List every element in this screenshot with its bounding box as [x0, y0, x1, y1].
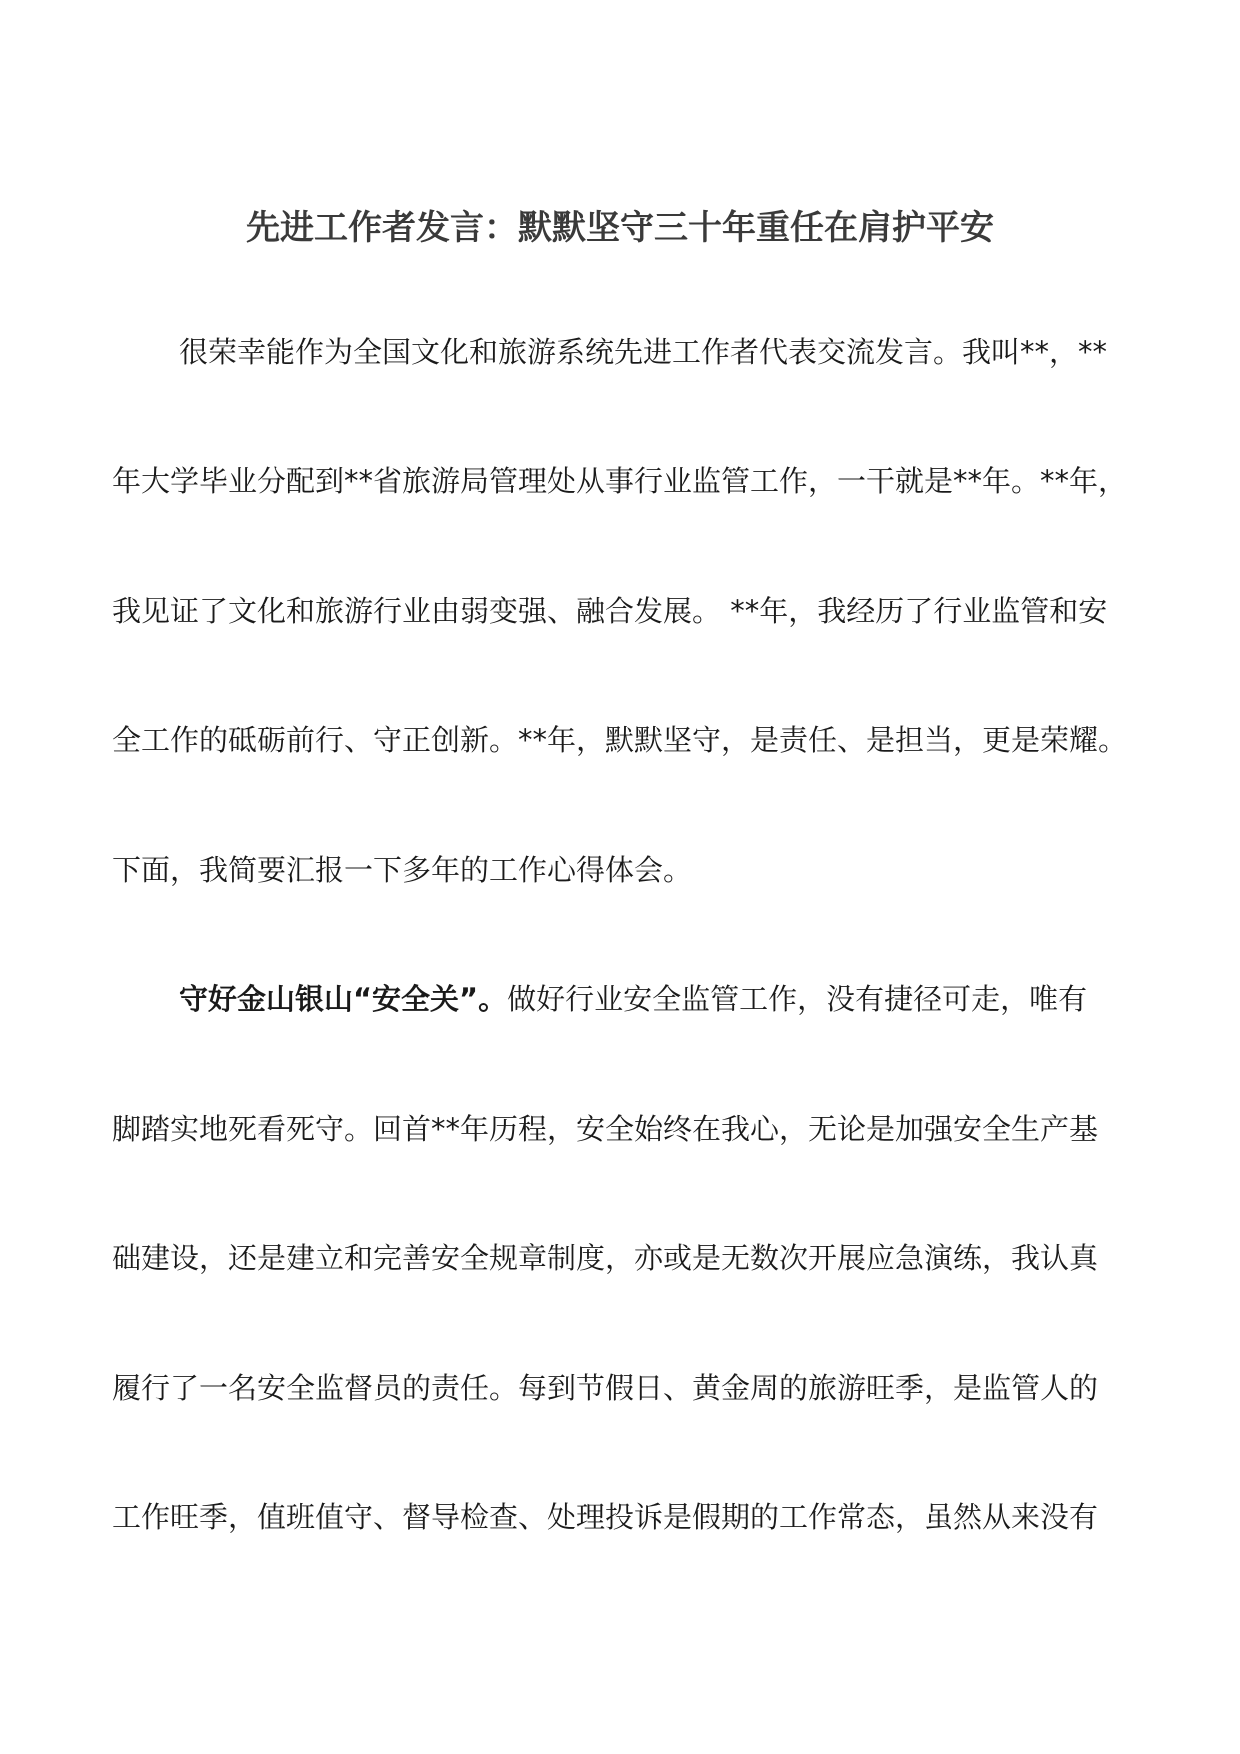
paragraph-2-first-line-text: 做好行业安全监管工作，没有捷径可走，唯有 [507, 982, 1088, 1016]
paragraph-2-heading: 守好金山银山“安全关”。 [179, 982, 508, 1016]
paragraph-1-line-1: 很荣幸能作为全国文化和旅游系统先进工作者代表交流发言。我叫**，** [179, 335, 1108, 369]
paragraph-2-line-2: 脚踏实地死看死守。回首**年历程，安全始终在我心，无论是加强安全生产基 [112, 1112, 1099, 1146]
paragraph-1-line-3: 我见证了文化和旅游行业由弱变强、融合发展。 **年，我经历了行业监管和安 [112, 594, 1108, 628]
paragraph-2-line-1 [179, 977, 1219, 1021]
paragraph-2-line-5: 工作旺季，值班值守、督导检查、处理投诉是假期的工作常态，虽然从来没有 [112, 1500, 1099, 1534]
paragraph-1-line-5: 下面，我简要汇报一下多年的工作心得体会。 [112, 853, 693, 887]
paragraph-1-line-4: 全工作的砥砺前行、守正创新。**年，默默坚守，是责任、是担当，更是荣耀。 [112, 723, 1128, 757]
paragraph-2-line-4: 履行了一名安全监督员的责任。每到节假日、黄金周的旅游旺季，是监管人的 [112, 1371, 1099, 1405]
paragraph-2-line-3: 础建设，还是建立和完善安全规章制度，亦或是无数次开展应急演练，我认真 [112, 1241, 1099, 1275]
document-title: 先进工作者发言：默默坚守三十年重任在肩护平安 [246, 208, 994, 248]
paragraph-1-line-2: 年大学毕业分配到**省旅游局管理处从事行业监管工作，一干就是**年。**年， [112, 464, 1128, 498]
